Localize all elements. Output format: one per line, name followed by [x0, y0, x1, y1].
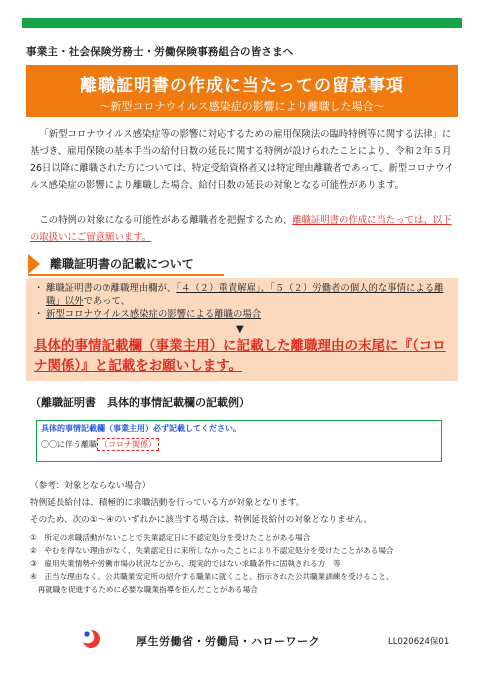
section-heading	[28, 252, 224, 274]
section-heading-label: 離職証明書の記載について	[50, 257, 194, 271]
form-header: 具体的事情記載欄（事業主用）必ず記載してください。	[41, 424, 241, 433]
notes-item-4: ④ 正当な理由なく、公共職業安定所の紹介する職業に就くこと、指示された公共職業訓練を受けること、	[30, 572, 394, 581]
document-code: LL020624保01	[388, 637, 450, 647]
notes-p1: 特例延長給付は、積極的に求職活動を行っている方が対象となります。	[30, 498, 305, 508]
down-arrow-icon: ▼	[236, 324, 244, 335]
top-green-bar	[22, 18, 462, 28]
notes-ref: （参考：対象とならない場合）	[30, 481, 151, 491]
form-entry: 〇〇に伴う離職 （コロナ関係）	[41, 438, 159, 451]
notes-item-3: ③ 雇用失業情勢や労働市場の状況などから、現実的ではない求職条件に固執される方 等	[30, 559, 341, 568]
notes-p2: そのため、次の①～④のいずれかに該当する場合は、特例延長給付の対象となりません。	[30, 515, 373, 525]
intro-paragraph-2	[30, 212, 454, 246]
title-banner	[26, 65, 458, 117]
intro-paragraph: 「新型コロナウイルス感染症等の影響に対応するための雇用保険法の臨時特例等に関する法律」に基づき、雇用保険の基本手当の給付日数の延長に関する特例が設けられたことにより、令和２年５月26日以降に離職された方については、特定受給資格者又は特定理由離職者であって、新型コロナウイルス感染症の影響により離職した場合、給付日数の延長の対象となる可能性があります。	[30, 129, 454, 191]
intro-p2-start: この特例の対象になる可能性がある離職者を把握するため、	[39, 215, 293, 226]
conditions-list	[34, 282, 454, 321]
emphasis-instruction: 具体的事情記載欄（事業主用）に記載した離職理由の末尾に『（コロナ関係）』と記載をお願いします。	[34, 338, 446, 374]
condition-item-1: ・ 離職証明書の⑦離職理由欄が、「４（２）重責解雇」、「５（２）労働者の個人的な事情による離職」以外であって、	[34, 282, 454, 308]
mhlw-logo-icon	[80, 628, 102, 650]
footer-org: 厚生労働省・労働局・ハローワーク	[136, 635, 320, 648]
corona-tag: （コロナ関係）	[97, 438, 159, 451]
notes-item-4-cont: 再就職を促進するために必要な職業指導を拒んだことがある場合	[30, 585, 258, 594]
condition-item-2: ・ 新型コロナウイルス感染症の影響による離職の場合	[34, 308, 454, 321]
example-title: （離職証明書 具体的事情記載欄の記載例）	[30, 396, 250, 409]
notes-item-2: ② やむを得ない理由がなく、失業認定日に来所しなかったことにより不認定処分を受けたことがある場合	[30, 546, 394, 555]
page-title: 離職証明書の作成に当たっての留意事項	[80, 76, 404, 96]
notes-item-1: ① 所定の求職活動がないことで失業認定日に不認定処分を受けたことがある場合	[30, 533, 311, 542]
triangle-marker-icon	[28, 254, 40, 274]
page-subtitle: 〜新型コロナウイルス感染症の影響により離職した場合〜	[99, 100, 385, 113]
audience-line: 事業主・社会保険労務士・労働保険事務組合の皆さまへ	[26, 46, 294, 58]
example-form	[36, 420, 442, 462]
intro-p2-emphasis: 離職証明書の作成に当たっては、以下の取扱いにご留意願います。	[30, 215, 452, 243]
